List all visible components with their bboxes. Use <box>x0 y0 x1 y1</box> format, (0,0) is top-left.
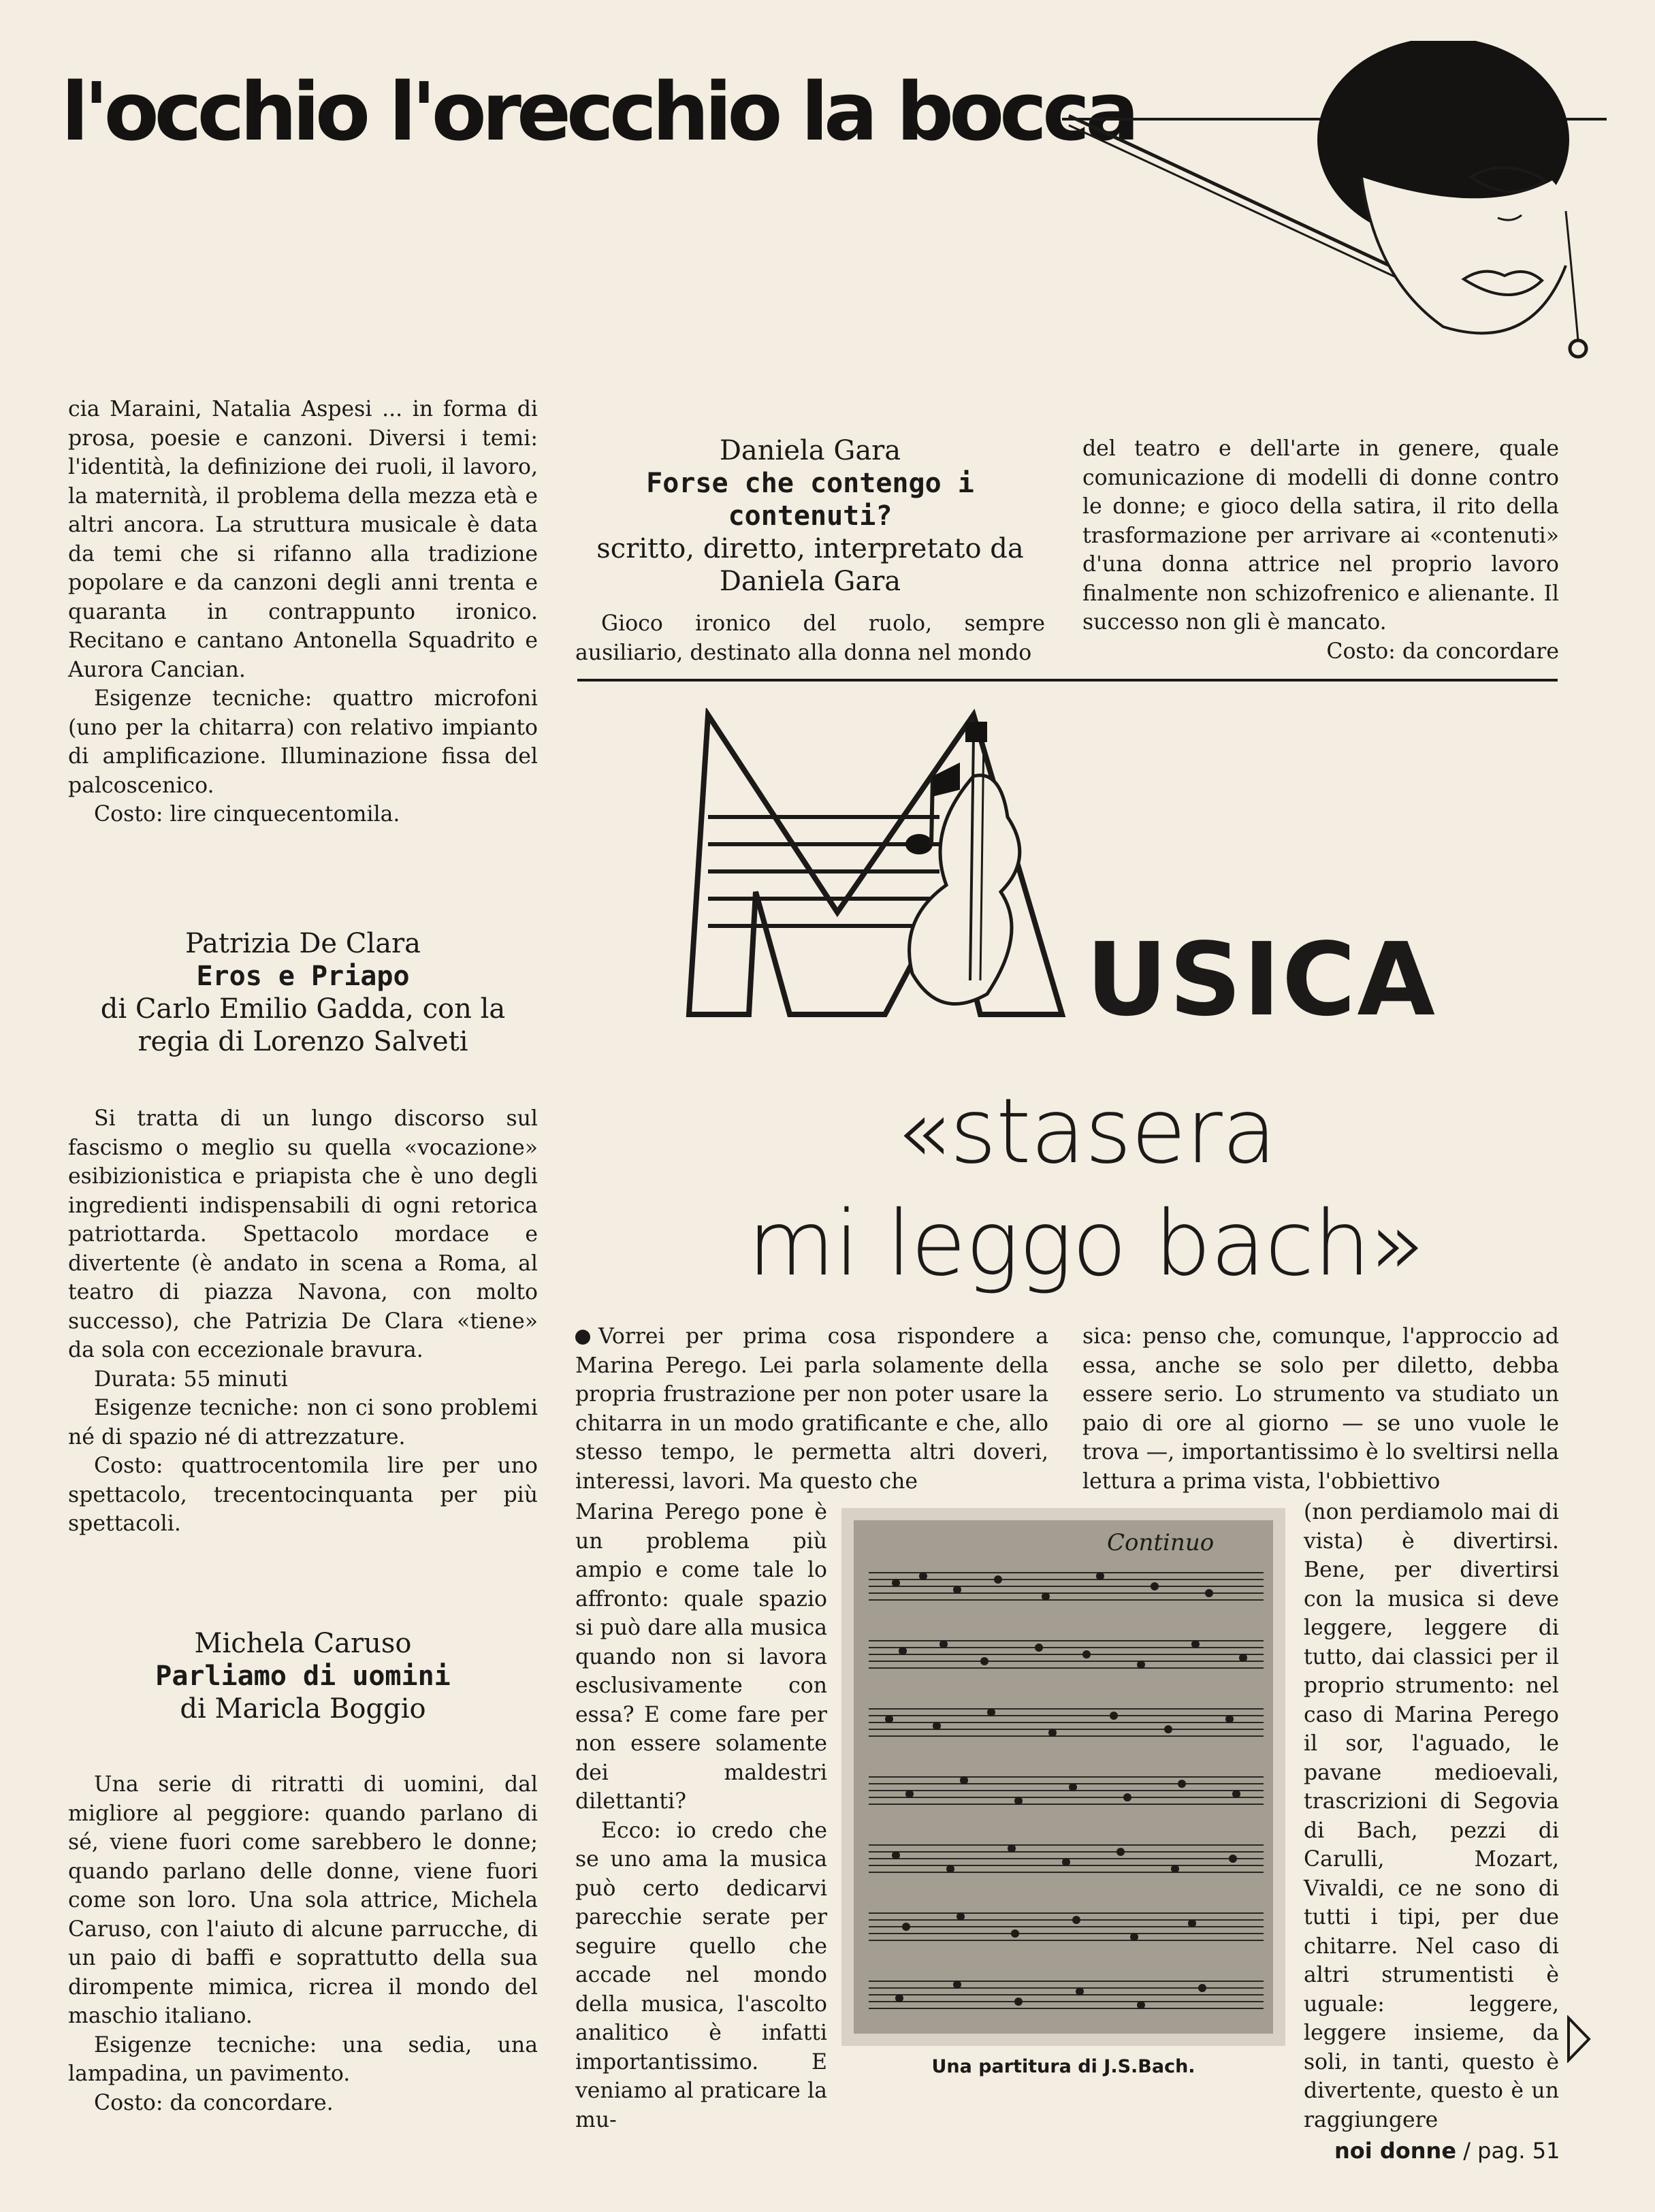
page-footer <box>1334 2138 1560 2164</box>
caruso-heading <box>68 1627 538 1725</box>
musica-para-2: Ecco: io credo che se uno ama la musica può certo dedicarvi parecchie serate per seguire quello che accade nel mondo della musica, l'ascolto analitico è infatti importantissimo. E veniamo al praticare la mu- <box>575 1818 827 2132</box>
section-divider <box>577 679 1558 682</box>
declara-tech: Esigenze tecniche: non ci sono problemi né di spazio né di attrezzature. <box>68 1396 538 1449</box>
magazine-name: noi donne <box>1334 2138 1457 2164</box>
declara-title: Eros e Priapo <box>196 961 410 992</box>
col1-para-1: cia Maraini, Natalia Aspesi ... in forma di prosa, poesie e canzoni. Diversi i temi: l'identità, la definizione dei ruoli, il lavoro, la maternità, il problema della mezza età e altri ancora. La struttura musicale è data da temi che si rifanno alla tradizione popolare e da canzoni degli anni trenta e quaranta in contrappunto ironico. Recitano e cantano Antonella Squadrito e Aurora Cancian. <box>68 397 538 682</box>
col1-para-2: Esigenze tecniche: quattro microfoni (uno per la chitarra) con relativo impianto di amplificazione. Illuminazione fissa del palcoscenico. <box>68 686 538 798</box>
gara-body-cont <box>1082 434 1559 666</box>
gara-credit: scritto, diretto, interpretato da Daniela Gara <box>596 533 1024 597</box>
declara-body-text: Si tratta di un lungo discorso sul fascismo o meglio su quella «vocazione» esibizionistica e priapista che è uno degli ingredienti indispensabili di ogni retorica patriottarda. Spettacolo mordace e divertente (è andato in scena a Roma, al teatro di piazza Navona, con molto successo), che Patrizia De Clara «tiene» da sola con eccezionale bravura. <box>68 1106 538 1362</box>
col1-para-3: Costo: lire cinquecentomila. <box>94 802 400 827</box>
gara-title: Forse che contengo i contenuti? <box>646 468 974 532</box>
score-image <box>841 1508 1285 2046</box>
musica-para-1-cont: Marina Perego pone è un problema più ampio e come tale lo affronto: quale spazio si può dare alla musica quando non si lavora esclusivamente con essa? E come fare per non essere solamente dei maldestri dilettanti? <box>575 1500 827 1814</box>
section-title-musica <box>1086 921 1436 1038</box>
declara-author: Patrizia De Clara <box>184 928 421 959</box>
headline-line-1: «stasera <box>895 1079 1276 1184</box>
musica-para-1: Vorrei per prima cosa rispondere a Marina Perego. Lei parla solamente della propria frustrazione per non poter usare la chitarra in un modo gratificante e che, allo stesso tempo, le permetta altri doveri, interessi, lavori. Ma questo che <box>575 1324 1048 1494</box>
section-title-first-letter <box>684 929 685 930</box>
score-handwriting: Continuo <box>1107 1529 1215 1556</box>
gara-body-cont-text: del teatro e dell'arte in genere, quale comunicazione di modelli di donne contro le donne; e gioco della satira, il rito della trasformazione per arrivare ai «contenuti» d'una donna attrice nel proprio lavoro finalmente non schizofrenico e alienante. Il successo non gli è mancato. <box>1082 436 1559 635</box>
page-number: / pag. 51 <box>1463 2138 1560 2164</box>
caruso-body <box>68 1770 538 2117</box>
headline-line-2: mi leggo bach» <box>748 1191 1424 1296</box>
musica-col2-narrow-text: (non perdiamolo mai di vista) è divertirsi. Bene, per divertirsi con la musica si deve leggere, leggere di tutto, dai classici per il proprio strumento: nel caso di Marina Perego il sor, l'aguado, le pavane medioevali, trascrizioni di Segovia di Bach, pezzi di Carulli, Mozart, Vivaldi, ce ne sono di tutti i tipi, per due chitarre. Nel caso di altri strumentisti è uguale: leggere, leggere insieme, da soli, in tanti, questo è divertente, questo è un raggiungere <box>1304 1500 1559 2132</box>
photo-caption: Una partitura di J.S.Bach. <box>931 2056 1195 2077</box>
caruso-tech: Esigenze tecniche: una sedia, una lampadina, un pavimento. <box>68 2032 538 2086</box>
bach-score-photo <box>841 1508 1285 2046</box>
musica-col2-wide <box>1082 1322 1559 1496</box>
declara-duration: Durata: 55 minuti <box>94 1366 288 1392</box>
face-illustration <box>1062 41 1607 395</box>
col1-top-text <box>68 395 538 829</box>
musica-col1-narrow <box>575 1498 827 2134</box>
bullet-dot <box>575 1330 590 1345</box>
article-headline <box>654 1076 1518 1300</box>
declara-credit: di Carlo Emilio Gadda, con la regia di Lorenzo Salveti <box>100 993 506 1057</box>
gara-author: Daniela Gara <box>719 435 901 466</box>
caruso-author: Michela Caruso <box>194 1628 412 1659</box>
gara-body <box>575 609 1045 667</box>
gara-body-text: Gioco ironico del ruolo, sempre ausiliario, destinato alla donna nel mondo <box>575 611 1045 665</box>
gara-cost: Costo: da concordare <box>1326 639 1559 664</box>
musica-col1-top <box>575 1322 1048 1496</box>
declara-body <box>68 1104 538 1539</box>
declara-heading <box>68 927 538 1058</box>
gara-heading <box>572 434 1048 598</box>
musica-col2-text: sica: penso che, comunque, l'approccio ad essa, anche se solo per diletto, debba essere serio. Lo strumento va studiato un paio di ore al giorno — se uno vuole le trova —, importantissimo è lo sveltirsi nella lettura a prima vista, l'obbiettivo <box>1082 1324 1559 1494</box>
musica-col2-narrow <box>1304 1498 1559 2134</box>
caruso-cost: Costo: da concordare. <box>94 2090 334 2115</box>
section-title-rest: USICA <box>1086 921 1436 1038</box>
caruso-body-text: Una serie di ritratti di uomini, dal migliore al peggiore: quando parlano di sé, viene fuori come sarebbero le donne; quando parlano delle donne, viene fuori come son loro. Una sola attrice, Michela Caruso, con l'aiuto di alcune parrucche, di un paio di baffi e soprattutto della sua dirompente mimica, ricrea il mondo del maschio italiano. <box>68 1772 538 2028</box>
declara-cost: Costo: quattrocentomila lire per uno spettacolo, trecentocinquanta per più spettacoli. <box>68 1454 538 1536</box>
caruso-title: Parliamo di uomini <box>155 1661 451 1692</box>
next-page-arrow-icon <box>1566 2015 1593 2063</box>
musica-m-logo <box>681 708 1089 1021</box>
caruso-credit: di Maricla Boggio <box>180 1693 426 1725</box>
masthead-title: l'occhio l'orecchio la bocca <box>61 65 1135 159</box>
